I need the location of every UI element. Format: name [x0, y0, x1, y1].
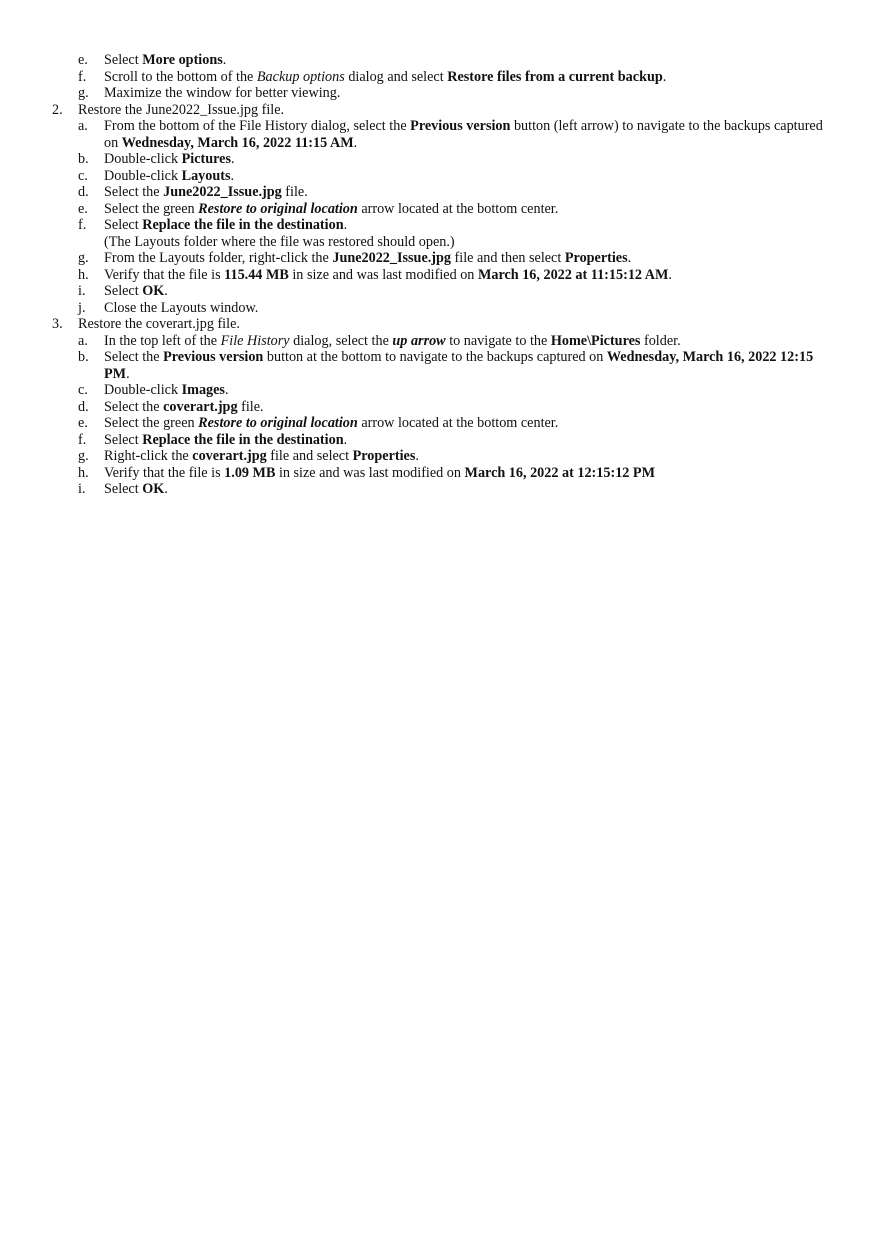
- list-marker: a.: [78, 118, 88, 134]
- plain-text: .: [222, 52, 227, 68]
- plain-text: .: [231, 151, 235, 167]
- bold-text: Replace the file in the destination: [142, 431, 344, 448]
- step-text: [104, 448, 830, 465]
- bold-text: Previous version: [163, 349, 264, 365]
- substep-item: [0, 333, 880, 350]
- plain-text: Scroll to the bottom of the: [104, 68, 257, 85]
- plain-text: From the Layouts folder, right-click the: [104, 250, 333, 266]
- continuation-line: [0, 234, 880, 251]
- plain-text: From the bottom of the File History dialog, select the: [104, 118, 411, 134]
- step-text: [104, 118, 830, 151]
- substep-item: [0, 448, 880, 465]
- document-page: [0, 52, 880, 498]
- list-marker: 2.: [52, 101, 63, 118]
- substep-item: [0, 481, 880, 498]
- plain-text: Select the: [104, 398, 164, 415]
- plain-text: in size and was last modified on: [275, 464, 465, 481]
- list-marker: d.: [78, 398, 89, 415]
- list-marker: i.: [78, 283, 86, 299]
- plain-text: to navigate to the: [445, 332, 551, 349]
- list-marker: h.: [78, 464, 89, 481]
- step-text: [104, 217, 830, 234]
- bold-text: OK: [142, 283, 165, 299]
- plain-text: file.: [281, 184, 308, 200]
- step-text: [78, 316, 830, 333]
- plain-text: .: [164, 481, 168, 497]
- bold-text: More options: [142, 52, 223, 68]
- plain-text: .: [627, 250, 632, 266]
- emphasis-text: up arrow: [392, 332, 446, 349]
- italic-text: File History: [220, 332, 290, 349]
- step-text: [104, 415, 830, 432]
- plain-text: Verify that the file is: [104, 266, 225, 283]
- bold-italic-span: [198, 415, 358, 431]
- step-text: [104, 267, 830, 284]
- emphasis-text: Restore to original location: [198, 415, 358, 431]
- bold-text: Properties: [352, 448, 416, 464]
- plain-text: .: [662, 68, 667, 85]
- plain-text: .: [415, 448, 419, 464]
- plain-text: Double-click: [104, 382, 182, 398]
- substep-item: [0, 69, 880, 86]
- plain-text: Select: [104, 481, 143, 497]
- bold-text: June2022_Issue.jpg: [332, 250, 451, 266]
- substep-item: [0, 465, 880, 482]
- bold-text: March 16, 2022 at 12:15:12 PM: [464, 464, 655, 481]
- substep-item: [0, 85, 880, 102]
- substep-item: [0, 267, 880, 284]
- plain-text: .: [343, 217, 348, 233]
- substep-item: [0, 283, 880, 300]
- step-text: [104, 201, 830, 218]
- italic-text: Backup options: [256, 68, 345, 85]
- plain-text: file and then select: [451, 250, 565, 266]
- bold-text: Replace the file in the destination: [142, 217, 344, 233]
- bold-text: Layouts: [181, 167, 231, 184]
- bold-italic-span: [198, 201, 358, 217]
- plain-text: Select the: [104, 349, 164, 365]
- list-marker: g.: [78, 448, 89, 464]
- plain-text: Double-click: [104, 167, 182, 184]
- bold-text: 115.44 MB: [224, 266, 289, 283]
- bold-italic-span: [392, 333, 445, 349]
- step-text: [104, 283, 830, 300]
- step-text: [104, 250, 830, 267]
- bold-text: coverart.jpg: [163, 398, 238, 415]
- step-text: [104, 481, 830, 498]
- list-marker: f.: [78, 217, 87, 233]
- substep-item: [0, 382, 880, 399]
- list-marker: e.: [78, 415, 88, 431]
- list-marker: i.: [78, 481, 86, 497]
- plain-text: Select: [104, 431, 143, 448]
- list-marker: b.: [78, 349, 89, 365]
- plain-text: Select: [104, 52, 143, 68]
- list-marker: c.: [78, 382, 88, 398]
- bold-text: Home\Pictures: [550, 332, 641, 349]
- step-text: [104, 168, 830, 185]
- plain-text: (The Layouts folder where the file was restored should open.): [104, 233, 455, 250]
- step-text: [104, 349, 830, 382]
- plain-text: Select the green: [104, 200, 199, 217]
- plain-text: Select the: [104, 184, 164, 200]
- bold-text: Images: [181, 382, 225, 398]
- plain-text: Double-click: [104, 151, 182, 167]
- step-text: [104, 465, 830, 482]
- bold-text: Wednesday, March 16, 2022 11:15 AM: [121, 134, 354, 151]
- plain-text: Select: [104, 283, 143, 299]
- bold-text: Pictures: [181, 151, 231, 167]
- plain-text: button (left arrow) to navigate to the backups captured on: [104, 118, 823, 151]
- substep-item: [0, 432, 880, 449]
- plain-text: .: [343, 431, 348, 448]
- list-marker: e.: [78, 200, 88, 217]
- plain-text: .: [164, 283, 168, 299]
- plain-text: .: [126, 365, 130, 382]
- substep-item: [0, 250, 880, 267]
- substep-item: [0, 300, 880, 317]
- substep-item: [0, 168, 880, 185]
- plain-text: Restore the June2022_Issue.jpg file.: [78, 101, 285, 118]
- substep-item: [0, 399, 880, 416]
- list-marker: f.: [78, 68, 87, 85]
- plain-text: Close the Layouts window.: [104, 299, 259, 316]
- list-marker: h.: [78, 266, 89, 283]
- list-marker: f.: [78, 431, 87, 448]
- substep-item: [0, 415, 880, 432]
- list-marker: e.: [78, 52, 88, 68]
- list-marker: j.: [78, 299, 86, 316]
- bold-text: OK: [142, 481, 165, 497]
- list-marker: g.: [78, 85, 89, 101]
- plain-text: folder.: [640, 332, 681, 349]
- step-text: [104, 85, 830, 102]
- bold-text: coverart.jpg: [192, 448, 267, 464]
- bold-text: Restore files from a current backup: [447, 68, 663, 85]
- substep-item: [0, 201, 880, 218]
- emphasis-text: Restore to original location: [198, 200, 358, 217]
- bold-text: Properties: [564, 250, 628, 266]
- list-marker: b.: [78, 151, 89, 167]
- step-text: [104, 432, 830, 449]
- step-text: [104, 382, 830, 399]
- plain-text: In the top left of the: [104, 332, 221, 349]
- plain-text: dialog and select: [344, 68, 448, 85]
- step-item: [0, 316, 880, 333]
- plain-text: .: [224, 382, 229, 398]
- substep-item: [0, 118, 880, 151]
- plain-text: .: [230, 167, 235, 184]
- list-marker: c.: [78, 167, 88, 184]
- list-marker: a.: [78, 332, 88, 349]
- step-text: [104, 151, 830, 168]
- substep-item: [0, 217, 880, 234]
- plain-text: arrow located at the bottom center.: [357, 415, 559, 431]
- bold-text: March 16, 2022 at 11:15:12 AM: [477, 266, 669, 283]
- step-text: [78, 102, 830, 119]
- plain-text: Select: [104, 217, 143, 233]
- step-text: [104, 52, 830, 69]
- step-text: [104, 300, 830, 317]
- plain-text: .: [668, 266, 672, 283]
- plain-text: button at the bottom to navigate to the backups captured on: [263, 349, 607, 365]
- plain-text: file.: [237, 398, 264, 415]
- plain-text: Restore the coverart.jpg file.: [78, 316, 240, 332]
- bold-text: Wednesday, March 16, 2022 12:15 PM: [104, 349, 814, 382]
- substep-item: [0, 184, 880, 201]
- list-marker: g.: [78, 250, 89, 266]
- list-marker: d.: [78, 184, 89, 200]
- plain-text: Select the green: [104, 415, 199, 431]
- substep-item: [0, 349, 880, 382]
- plain-text: Maximize the window for better viewing.: [104, 85, 341, 101]
- plain-text: Verify that the file is: [104, 464, 225, 481]
- plain-text: file and select: [266, 448, 353, 464]
- step-text: [104, 184, 830, 201]
- bold-text: 1.09 MB: [224, 464, 276, 481]
- step-text: [104, 234, 830, 251]
- step-text: [104, 333, 830, 350]
- plain-text: .: [353, 134, 358, 151]
- step-text: [104, 69, 830, 86]
- step-text: [104, 399, 830, 416]
- bold-text: June2022_Issue.jpg: [163, 184, 282, 200]
- list-marker: 3.: [52, 316, 63, 332]
- step-item: [0, 102, 880, 119]
- plain-text: dialog, select the: [289, 332, 393, 349]
- plain-text: in size and was last modified on: [288, 266, 478, 283]
- substep-item: [0, 151, 880, 168]
- bold-text: Previous version: [410, 118, 511, 134]
- plain-text: arrow located at the bottom center.: [357, 200, 559, 217]
- substep-item: [0, 52, 880, 69]
- plain-text: Right-click the: [104, 448, 193, 464]
